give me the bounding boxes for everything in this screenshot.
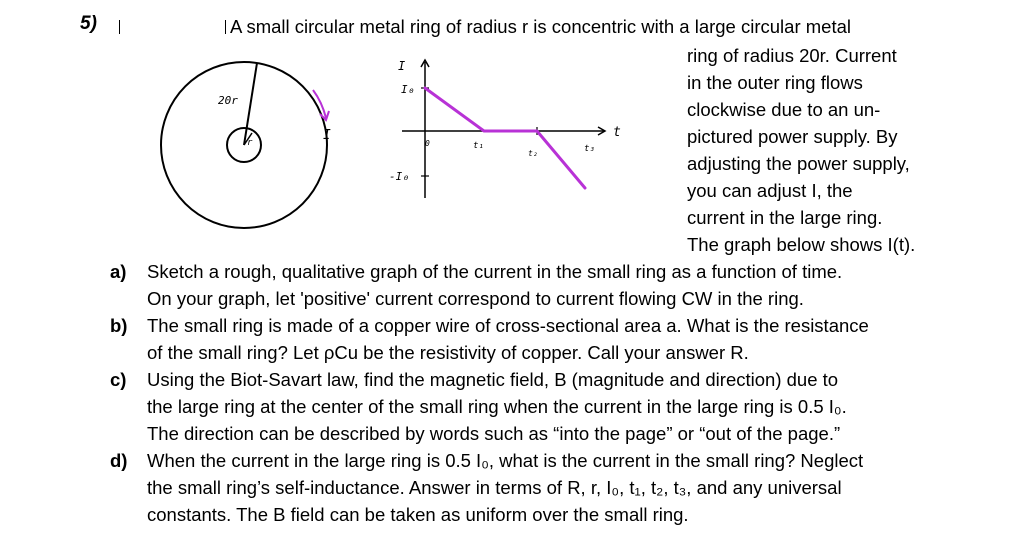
part-c-line: the large ring at the center of the small ring when the current in the large ring is 0.5 I₀. bbox=[147, 396, 847, 417]
inner-radius-label: r bbox=[247, 138, 253, 148]
intro-right-line: adjusting the power supply, bbox=[687, 153, 910, 174]
graph-t3-label: t₃ bbox=[584, 144, 595, 154]
graph-t2-label: t₂ bbox=[528, 149, 538, 158]
part-c-line: The direction can be described by words such as “into the page” or “out of the page.” bbox=[147, 423, 841, 444]
intro-line-1: A small circular metal ring of radius r is concentric with a large circular metal bbox=[230, 16, 851, 37]
current-vs-time-curve bbox=[425, 88, 585, 188]
intro-right-line: ring of radius 20r. Current bbox=[687, 45, 897, 66]
part-a-line: On your graph, let 'positive' current correspond to current flowing CW in the ring. bbox=[147, 288, 804, 309]
graph-y-neg-label: -I₀ bbox=[389, 170, 409, 183]
part-b-label: b) bbox=[110, 315, 128, 336]
graph-origin-label: 0 bbox=[425, 139, 430, 148]
question-number: 5) bbox=[80, 13, 97, 34]
intro-right-line: The graph below shows I(t). bbox=[687, 234, 916, 255]
graph-y-pos-label: I₀ bbox=[401, 83, 415, 96]
part-d-label: d) bbox=[110, 450, 128, 471]
current-arrow-label: I bbox=[323, 128, 331, 143]
part-d-line: When the current in the large ring is 0.5 I₀, what is the current in the small ring? Neglect bbox=[147, 450, 864, 471]
part-d-line: constants. The B field can be taken as uniform over the small ring. bbox=[147, 504, 689, 525]
part-d-line: the small ring’s self-inductance. Answer in terms of R, r, I₀, t₁, t₂, t₃, and any universal bbox=[147, 477, 842, 498]
intro-right-line: you can adjust I, the bbox=[687, 180, 853, 201]
intro-right-line: current in the large ring. bbox=[687, 207, 883, 228]
clockwise-current-arrow bbox=[313, 90, 326, 118]
part-b-line: of the small ring? Let ρCu be the resistivity of copper. Call your answer R. bbox=[147, 342, 749, 363]
graph-y-axis-label: I bbox=[398, 59, 406, 73]
graph-t1-label: t₁ bbox=[473, 141, 484, 151]
intro-right-line: in the outer ring flows bbox=[687, 72, 863, 93]
outer-radius-label: 20r bbox=[218, 94, 238, 107]
intro-right-line: clockwise due to an un- bbox=[687, 99, 881, 120]
graph-x-axis-label: t bbox=[613, 125, 621, 140]
ring-and-current-figure bbox=[0, 0, 680, 250]
part-c-line: Using the Biot-Savart law, find the magnetic field, B (magnitude and direction) due to bbox=[147, 369, 839, 390]
part-a-line: Sketch a rough, qualitative graph of the current in the small ring as a function of time. bbox=[147, 261, 843, 282]
part-a-label: a) bbox=[110, 261, 127, 282]
part-c-label: c) bbox=[110, 369, 127, 390]
part-b-line: The small ring is made of a copper wire of cross-sectional area a. What is the resistance bbox=[147, 315, 869, 336]
intro-right-line: pictured power supply. By bbox=[687, 126, 898, 147]
